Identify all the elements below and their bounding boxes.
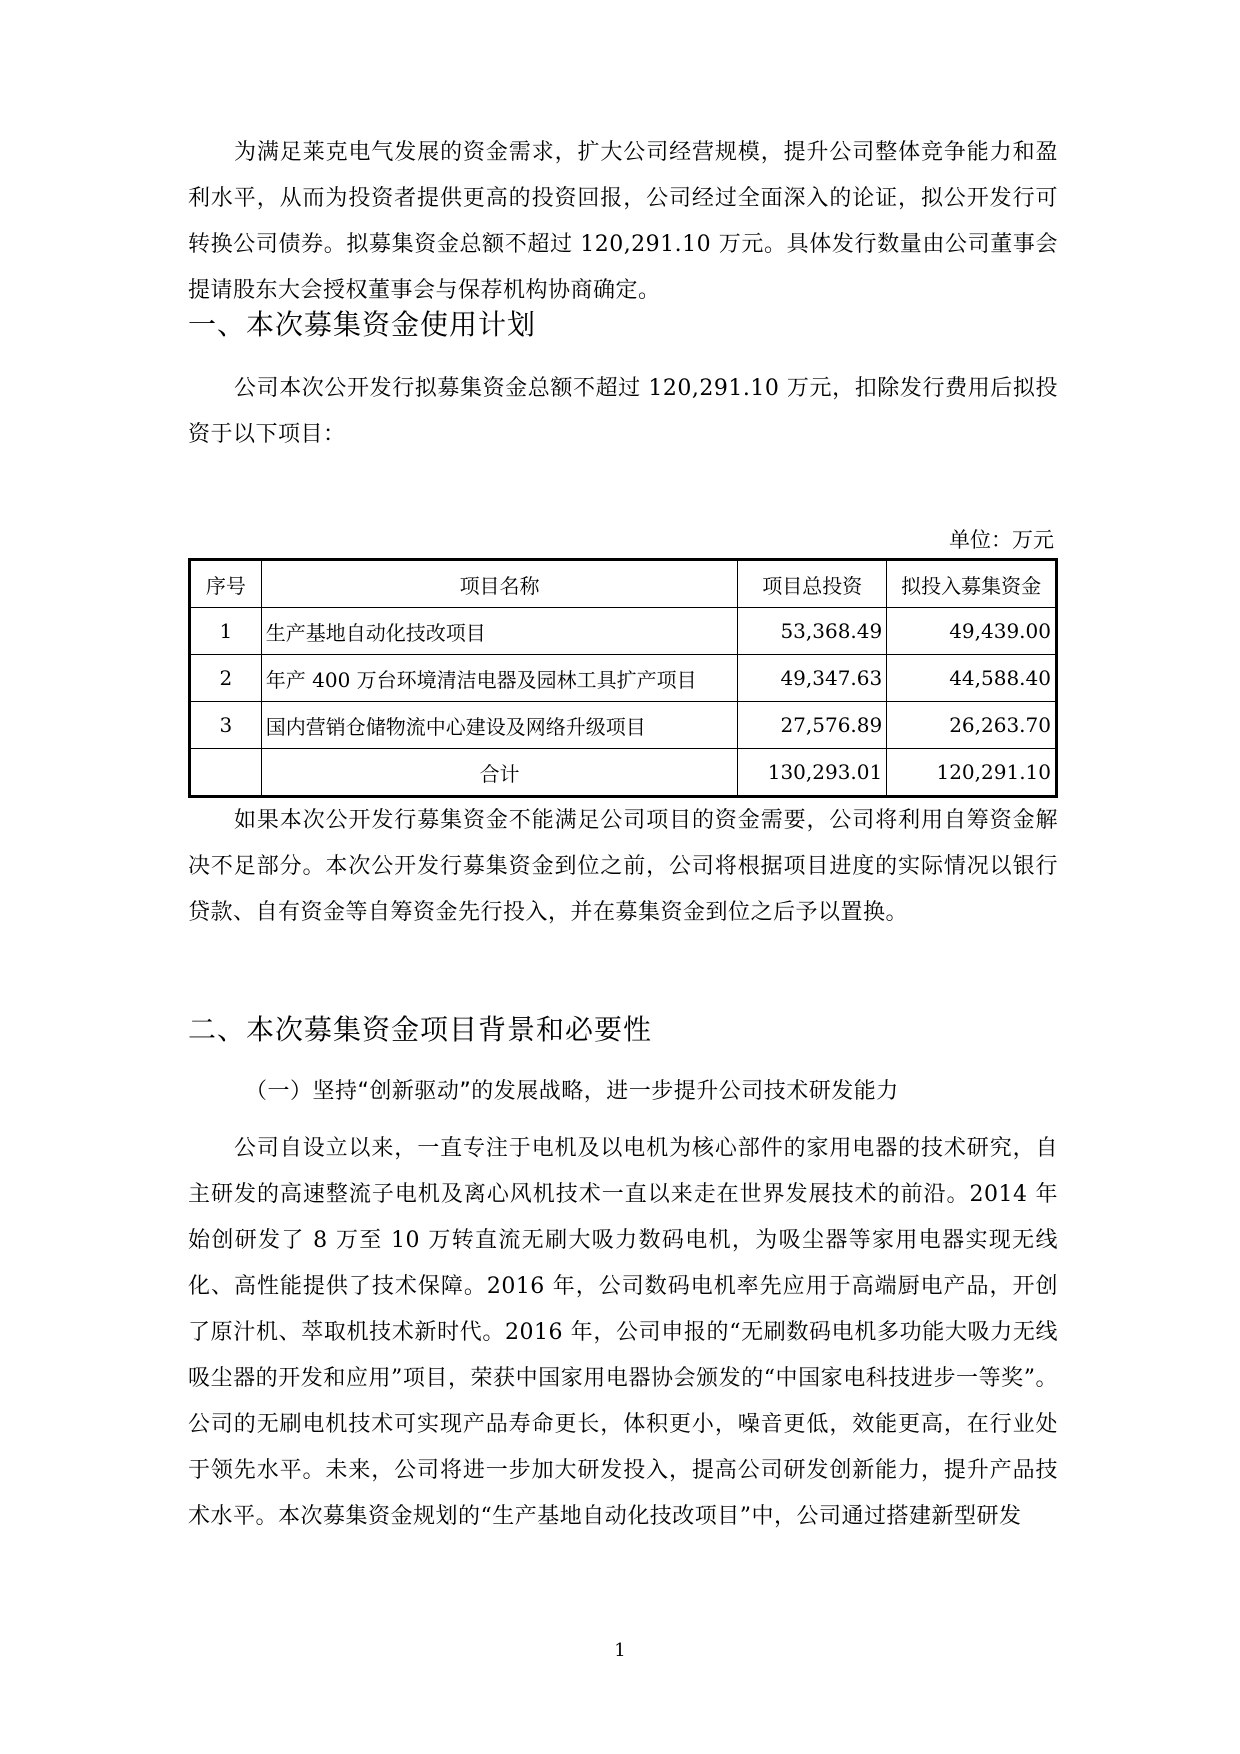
row-index: 1 (190, 608, 262, 655)
total-index (190, 749, 262, 797)
total-investment: 130,293.01 (738, 749, 887, 797)
section-2-subheading-1: （一）坚持“创新驱动”的发展战略，进一步提升公司技术研发能力 (245, 1079, 899, 1104)
section-2-heading: 二、本次募集资金项目背景和必要性 (188, 1013, 653, 1046)
intro-paragraph: 为满足莱克电气发展的资金需求，扩大公司经营规模，提升公司整体竞争能力和盈利水平，从而为投资者提供更高的投资回报，公司经过全面深入的论证，拟公开发行可转换公司债券。拟募集资金总额不超过 120,291.10 万元。具体发行数量由公司董事会提请股东大会授权董事会与保荐机构协商确定。 (188, 140, 1058, 303)
table-total-row (190, 749, 1057, 797)
fund-use-table (188, 558, 1058, 798)
row-total-investment: 49,347.63 (738, 655, 887, 702)
section-1-paragraph: 公司本次公开发行拟募集资金总额不超过 120,291.10 万元，扣除发行费用后拟投资于以下项目： (188, 376, 1058, 447)
row-project-name: 年产 400 万台环境清洁电器及园林工具扩产项目 (261, 655, 738, 702)
section-1-heading: 一、本次募集资金使用计划 (188, 308, 537, 341)
table-row (190, 608, 1057, 655)
table-header-row (190, 560, 1057, 608)
row-raised-funds: 49,439.00 (887, 608, 1057, 655)
header-index: 序号 (190, 560, 262, 608)
header-raised-funds: 拟投入募集资金 (887, 560, 1057, 608)
page-number: 1 (614, 1640, 626, 1661)
header-total-investment: 项目总投资 (738, 560, 887, 608)
unit-label: 单位：万元 (949, 528, 1054, 552)
total-raised-funds: 120,291.10 (887, 749, 1057, 797)
section-2-paragraph: 公司自设立以来，一直专注于电机及以电机为核心部件的家用电器的技术研究，自主研发的高速整流子电机及离心风机技术一直以来走在世界发展技术的前沿。2014 年始创研发了 8 万至 10 万转直流无刷大吸力数码电机，为吸尘器等家用电器实现无线化、高性能提供了技术保障。2016 年，公司数码电机率先应用于高端厨电产品，开创了原汁机、萃取机技术新时代。2016 年，公司申报的“无刷数码电机多功能大吸力无线吸尘器的开发和应用”项目，荣获中国家用电器协会颁发的“中国家电科技进步一等奖”。公司的无刷电机技术可实现产品寿命更长，体积更小，噪音更低，效能更高，在行业处于领先水平。未来，公司将进一步加大研发投入，提高公司研发创新能力，提升产品技术水平。本次募集资金规划的“生产基地自动化技改项目”中，公司通过搭建新型研发 (188, 1136, 1058, 1529)
table-row (190, 655, 1057, 702)
row-raised-funds: 44,588.40 (887, 655, 1057, 702)
row-project-name: 国内营销仓储物流中心建设及网络升级项目 (261, 702, 738, 749)
row-index: 2 (190, 655, 262, 702)
header-project-name: 项目名称 (261, 560, 738, 608)
after-table-paragraph: 如果本次公开发行募集资金不能满足公司项目的资金需要，公司将利用自筹资金解决不足部分。本次公开发行募集资金到位之前，公司将根据项目进度的实际情况以银行贷款、自有资金等自筹资金先行投入，并在募集资金到位之后予以置换。 (188, 808, 1058, 925)
row-total-investment: 27,576.89 (738, 702, 887, 749)
table-row (190, 702, 1057, 749)
row-total-investment: 53,368.49 (738, 608, 887, 655)
row-index: 3 (190, 702, 262, 749)
total-label: 合计 (261, 749, 738, 797)
row-raised-funds: 26,263.70 (887, 702, 1057, 749)
row-project-name: 生产基地自动化技改项目 (261, 608, 738, 655)
